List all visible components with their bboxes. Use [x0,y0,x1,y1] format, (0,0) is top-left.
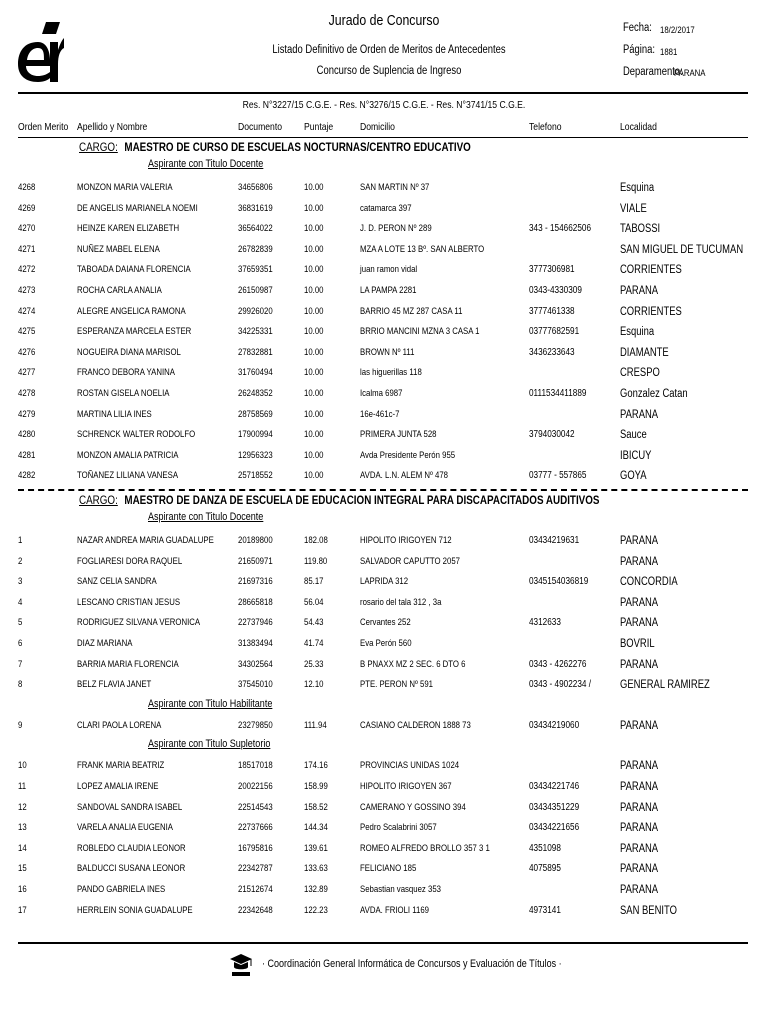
puntaje-cell: 133.63 [304,863,328,875]
table-row [0,302,768,322]
domicilio-cell: Avda Presidente Perón 955 [360,449,456,461]
telefono-cell: 343 - 154662506 [529,223,592,235]
table-row [0,446,768,466]
table-row [0,384,768,404]
documento-cell: 27832881 [238,346,273,358]
puntaje-cell: 10.00 [304,429,324,441]
localidad-cell: CORRIENTES [620,305,682,318]
col-domicilio: Domicilio [360,121,395,133]
header-rule [18,92,748,94]
orden-cell: 4273 [18,285,36,296]
domicilio-cell: Pedro Scalabrini 3057 [360,822,437,834]
documento-cell: 37659351 [238,264,273,276]
domicilio-cell: BRRIO MANCINI MZNA 3 CASA 1 [360,326,480,338]
nombre-cell: TABOADA DAIANA FLORENCIA [77,264,191,276]
telefono-cell: 3436233643 [529,346,575,358]
aspirante-group-title: Aspirante con Titulo Supletorio [148,738,271,751]
orden-cell: 2 [18,555,23,567]
domicilio-cell: PTE. PERON Nº 591 [360,679,433,691]
orden-cell: 4275 [18,326,36,338]
col-localidad: Localidad [620,121,657,133]
puntaje-cell: 25.33 [304,658,324,670]
orden-cell: 1 [18,535,23,546]
nombre-cell: ROCHA CARLA ANALIA [77,285,162,296]
domicilio-cell: AVDA. FRIOLI 1169 [360,904,429,916]
telefono-cell: 0343 - 4262276 [529,658,587,670]
table-row [0,531,768,551]
localidad-cell: PARANA [620,801,659,814]
table-row [0,634,768,654]
puntaje-cell: 139.61 [304,842,328,854]
orden-cell: 12 [18,801,27,813]
documento-cell: 18517018 [238,760,273,772]
orden-cell: 5 [18,617,23,629]
localidad-cell: PARANA [620,285,659,297]
nombre-cell: FRANCO DEBORA YANINA [77,367,175,379]
domicilio-cell: Sebastian vasquez 353 [360,884,442,895]
puntaje-cell: 111.94 [304,719,327,731]
col-telefono: Telefono [529,121,562,133]
aspirante-group-title: Aspirante con Titulo Docente [148,158,264,170]
localidad-cell: PARANA [620,781,659,793]
localidad-cell: CORRIENTES [620,264,682,277]
page-title: Jurado de Concurso [328,12,440,29]
section-divider [18,489,748,491]
domicilio-cell: BROWN Nº 111 [360,346,415,358]
puntaje-cell: 119.80 [304,555,328,567]
table-row [0,859,768,879]
departamento-label: Deparamento: [623,66,683,78]
localidad-cell: PARANA [620,884,659,896]
table-row [0,613,768,633]
pagina-value: 1881 [660,47,678,58]
table-row [0,322,768,342]
puntaje-cell: 122.23 [304,904,328,916]
orden-cell: 15 [18,863,27,875]
puntaje-cell: 10.00 [304,367,324,379]
telefono-cell: 0343-4330309 [529,285,582,296]
nombre-cell: LESCANO CRISTIAN JESUS [77,596,181,608]
nombre-cell: SANDOVAL SANDRA ISABEL [77,801,183,813]
table-row [0,199,768,219]
cargo-label: CARGO: [79,493,118,507]
table-row [0,593,768,613]
localidad-cell: PARANA [620,842,659,855]
domicilio-cell: B PNAXX MZ 2 SEC. 6 DTO 6 [360,658,466,670]
table-row [0,901,768,921]
orden-cell: 4278 [18,388,36,399]
nombre-cell: PANDO GABRIELA INES [77,884,166,895]
cargo-heading [79,140,471,154]
documento-cell: 22342648 [238,904,273,916]
nombre-cell: FOGLIARESI DORA RAQUEL [77,555,183,567]
table-row [0,818,768,838]
orden-cell: 4268 [18,182,36,193]
orden-cell: 8 [18,679,23,691]
domicilio-cell: Cervantes 252 [360,617,411,629]
documento-cell: 21697316 [238,576,273,588]
domicilio-cell: PROVINCIAS UNIDAS 1024 [360,760,460,772]
telefono-cell: 03434219631 [529,535,580,546]
domicilio-cell: catamarca 397 [360,202,412,214]
nombre-cell: MONZON MARIA VALERIA [77,182,173,193]
documento-cell: 31760494 [238,367,273,379]
telefono-cell: 3777461338 [529,305,575,317]
telefono-cell: 03434221746 [529,781,580,792]
telefono-cell: 4351098 [529,842,561,854]
localidad-cell: PARANA [620,863,659,876]
documento-cell: 23279850 [238,719,273,731]
domicilio-cell: BARRIO 45 MZ 287 CASA 11 [360,305,463,317]
footer-rule [18,942,748,944]
orden-cell: 10 [18,760,27,772]
documento-cell: 12956323 [238,449,273,461]
pagina-label: Página: [623,44,655,56]
documento-cell: 34656806 [238,182,273,193]
orden-cell: 4277 [18,367,36,379]
localidad-cell: DIAMANTE [620,346,669,359]
domicilio-cell: ROMEO ALFREDO BROLLO 357 3 1 [360,842,490,854]
table-row [0,363,768,383]
domicilio-cell: MZA A LOTE 13 Bº. SAN ALBERTO [360,243,485,255]
documento-cell: 22342787 [238,863,273,875]
table-row [0,756,768,776]
nombre-cell: RODRIGUEZ SILVANA VERONICA [77,617,201,629]
domicilio-cell: LA PAMPA 2281 [360,285,417,296]
fecha-value: 18/2/2017 [660,25,695,36]
graduation-cap-icon [228,952,254,978]
documento-cell: 16795816 [238,842,273,854]
telefono-cell: 03777 - 557865 [529,470,587,482]
documento-cell: 21512674 [238,884,273,895]
table-row [0,572,768,592]
telefono-cell: 03434351229 [529,801,580,813]
documento-cell: 29926020 [238,305,273,317]
domicilio-cell: PRIMERA JUNTA 528 [360,429,437,441]
nombre-cell: FRANK MARIA BEATRIZ [77,760,165,772]
nombre-cell: ALEGRE ANGELICA RAMONA [77,305,186,317]
col-nombre: Apellido y Nombre [77,121,148,133]
orden-cell: 4282 [18,470,36,482]
domicilio-cell: AVDA. L.N. ALEM Nº 478 [360,470,448,482]
localidad-cell: PARANA [620,596,659,609]
localidad-cell: PARANA [620,822,659,835]
puntaje-cell: 10.00 [304,285,324,296]
documento-cell: 31383494 [238,638,273,649]
nombre-cell: SANZ CELIA SANDRA [77,576,157,588]
orden-cell: 7 [18,658,23,670]
page-subtitle-2: Concurso de Suplencia de Ingreso [316,65,462,77]
cargo-label: CARGO: [79,140,118,154]
telefono-cell: 4075895 [529,863,561,875]
table-row [0,281,768,301]
localidad-cell: PARANA [620,658,659,671]
domicilio-cell: CASIANO CALDERON 1888 73 [360,719,471,731]
table-row [0,839,768,859]
nombre-cell: MARTINA LILIA INES [77,408,152,420]
puntaje-cell: 158.52 [304,801,328,813]
col-orden: Orden Merito [18,121,69,133]
puntaje-cell: 10.00 [304,223,324,235]
footer-text: · Coordinación General Informática de Concursos y Evaluación de Títulos · [262,958,562,970]
documento-cell: 26248352 [238,388,273,399]
telefono-cell: 0111534411889 [529,388,587,399]
table-row [0,240,768,260]
col-puntaje: Puntaje [304,121,334,133]
localidad-cell: Esquina [620,182,655,194]
orden-cell: 3 [18,576,23,588]
documento-cell: 20022156 [238,781,273,792]
nombre-cell: DIAZ MARIANA [77,638,133,649]
puntaje-cell: 10.00 [304,305,324,317]
telefono-cell: 0345154036819 [529,576,589,588]
puntaje-cell: 10.00 [304,408,324,420]
table-row [0,343,768,363]
orden-cell: 4270 [18,223,36,235]
orden-cell: 4281 [18,449,36,461]
documento-cell: 20189800 [238,535,273,546]
localidad-cell: GOYA [620,470,647,483]
table-row [0,466,768,486]
telefono-cell: 03434219060 [529,719,580,731]
aspirante-group-title: Aspirante con Titulo Habilitante [148,697,273,710]
fecha-label: Fecha: [623,22,652,34]
page-subtitle-1: Listado Definitivo de Orden de Meritos de Antecedentes [272,44,506,56]
localidad-cell: PARANA [620,760,659,773]
nombre-cell: DE ANGELIS MARIANELA NOEMI [77,202,198,214]
documento-cell: 22737666 [238,822,273,834]
orden-cell: 13 [18,822,27,834]
documento-cell: 25718552 [238,470,273,482]
orden-cell: 16 [18,884,27,895]
puntaje-cell: 10.00 [304,182,324,193]
puntaje-cell: 158.99 [304,781,328,792]
orden-cell: 4280 [18,429,36,441]
nombre-cell: CLARI PAOLA LORENA [77,719,162,731]
orden-cell: 4271 [18,243,36,255]
localidad-cell: SAN MIGUEL DE TUCUMAN [620,243,744,256]
localidad-cell: Gonzalez Catan [620,388,688,400]
domicilio-cell: Eva Perón 560 [360,638,412,649]
puntaje-cell: 132.89 [304,884,328,895]
domicilio-cell: J. D. PERON Nº 289 [360,223,432,235]
localidad-cell: PARANA [620,535,659,547]
documento-cell: 26150987 [238,285,273,296]
puntaje-cell: 10.00 [304,449,324,461]
puntaje-cell: 182.08 [304,535,328,546]
table-row [0,655,768,675]
nombre-cell: NAZAR ANDREA MARIA GUADALUPE [77,535,214,546]
orden-cell: 4269 [18,202,36,214]
orden-cell: 4274 [18,305,36,317]
nombre-cell: HERRLEIN SONIA GUADALUPE [77,904,193,916]
telefono-cell: 3777306981 [529,264,575,276]
domicilio-cell: rosario del tala 312 , 3a [360,596,442,608]
documento-cell: 26782839 [238,243,273,255]
nombre-cell: BELZ FLAVIA JANET [77,679,152,691]
localidad-cell: PARANA [620,719,659,732]
nombre-cell: BALDUCCI SUSANA LEONOR [77,863,186,875]
orden-cell: 4276 [18,346,36,358]
telefono-cell: 4973141 [529,904,561,916]
table-row [0,675,768,695]
localidad-cell: Esquina [620,326,655,339]
localidad-cell: PARANA [620,555,659,568]
documento-cell: 21650971 [238,555,273,567]
orden-cell: 4279 [18,408,36,420]
nombre-cell: MONZON AMALIA PATRICIA [77,449,179,461]
puntaje-cell: 10.00 [304,346,324,358]
cargo-title: MAESTRO DE DANZA DE ESCUELA DE EDUCACION INTEGRAL PARA DISCAPACITADOS AUDITIVOS [124,493,600,507]
puntaje-cell: 54.43 [304,617,324,629]
table-row [0,260,768,280]
cargo-title: MAESTRO DE CURSO DE ESCUELAS NOCTURNAS/CENTRO EDUCATIVO [124,140,471,154]
puntaje-cell: 10.00 [304,388,324,399]
domicilio-cell: HIPOLITO IRIGOYEN 712 [360,535,452,546]
orden-cell: 17 [18,904,27,916]
puntaje-cell: 10.00 [304,470,324,482]
localidad-cell: IBICUY [620,449,652,462]
localidad-cell: PARANA [620,617,659,630]
nombre-cell: SCHRENCK WALTER RODOLFO [77,429,196,441]
documento-cell: 28665818 [238,596,273,608]
domicilio-cell: LAPRIDA 312 [360,576,409,588]
nombre-cell: BARRIA MARIA FLORENCIA [77,658,179,670]
table-row [0,219,768,239]
puntaje-cell: 85.17 [304,576,324,588]
col-documento: Documento [238,121,283,133]
telefono-cell: 3794030042 [529,429,575,441]
table-row [0,777,768,797]
orden-cell: 11 [18,781,27,792]
localidad-cell: CONCORDIA [620,576,678,589]
nombre-cell: LOPEZ AMALIA IRENE [77,781,159,792]
telefono-cell: 0343 - 4902234 / [529,679,592,691]
localidad-cell: CRESPO [620,367,660,380]
domicilio-cell: las higuerillas 118 [360,367,422,379]
aspirante-group-title: Aspirante con Titulo Docente [148,511,264,523]
puntaje-cell: 41.74 [304,638,324,649]
resolution-line: Res. N°3227/15 C.G.E. - Res. N°3276/15 C.G.E. - Res. N°3741/15 C.G.E. [242,99,526,111]
documento-cell: 34225331 [238,326,273,338]
table-row [0,880,768,900]
documento-cell: 22514543 [238,801,273,813]
table-row [0,798,768,818]
telefono-cell: 4312633 [529,617,561,629]
domicilio-cell: 16e-461c-7 [360,408,400,420]
documento-cell: 28758569 [238,408,273,420]
nombre-cell: NUÑEZ MABEL ELENA [77,243,160,255]
nombre-cell: ESPERANZA MARCELA ESTER [77,326,192,338]
puntaje-cell: 10.00 [304,326,324,338]
orden-cell: 4272 [18,264,36,276]
puntaje-cell: 10.00 [304,264,324,276]
nombre-cell: NOGUEIRA DIANA MARISOL [77,346,181,358]
nombre-cell: ROSTAN GISELA NOELIA [77,388,170,399]
localidad-cell: PARANA [620,408,659,421]
table-row [0,552,768,572]
telefono-cell: 03434221656 [529,822,580,834]
orden-cell: 4 [18,596,23,608]
domicilio-cell: juan ramon vidal [360,264,418,276]
logo-icon [16,20,64,84]
documento-cell: 36564022 [238,223,273,235]
localidad-cell: VIALE [620,202,647,215]
puntaje-cell: 10.00 [304,202,324,214]
localidad-cell: GENERAL RAMIREZ [620,679,710,692]
documento-cell: 37545010 [238,679,273,691]
table-row [0,425,768,445]
domicilio-cell: FELICIANO 185 [360,863,417,875]
orden-cell: 6 [18,638,23,649]
documento-cell: 36831619 [238,202,273,214]
table-row [0,178,768,198]
nombre-cell: VARELA ANALIA EUGENIA [77,822,173,834]
localidad-cell: BOVRIL [620,638,655,650]
domicilio-cell: SAN MARTIN Nº 37 [360,182,430,193]
domicilio-cell: SALVADOR CAPUTTO 2057 [360,555,461,567]
table-row [0,716,768,736]
puntaje-cell: 56.04 [304,596,324,608]
departamento-value: PARANA [674,68,706,79]
nombre-cell: HEINZE KAREN ELIZABETH [77,223,180,235]
localidad-cell: TABOSSI [620,223,661,236]
puntaje-cell: 10.00 [304,243,324,255]
localidad-cell: SAN BENITO [620,904,677,917]
domicilio-cell: Icalma 6987 [360,388,403,399]
orden-cell: 9 [18,719,23,731]
cargo-heading [79,493,599,507]
puntaje-cell: 12.10 [304,679,324,691]
localidad-cell: Sauce [620,429,647,442]
documento-cell: 34302564 [238,658,273,670]
puntaje-cell: 174.16 [304,760,328,772]
orden-cell: 14 [18,842,27,854]
documento-cell: 17900994 [238,429,273,441]
columns-rule [18,137,748,138]
telefono-cell: 03777682591 [529,326,580,338]
table-row [0,405,768,425]
domicilio-cell: CAMERANO Y GOSSINO 394 [360,801,466,813]
documento-cell: 22737946 [238,617,273,629]
nombre-cell: TOÑANEZ LILIANA VANESA [77,470,179,482]
nombre-cell: ROBLEDO CLAUDIA LEONOR [77,842,186,854]
puntaje-cell: 144.34 [304,822,328,834]
domicilio-cell: HIPOLITO IRIGOYEN 367 [360,781,452,792]
